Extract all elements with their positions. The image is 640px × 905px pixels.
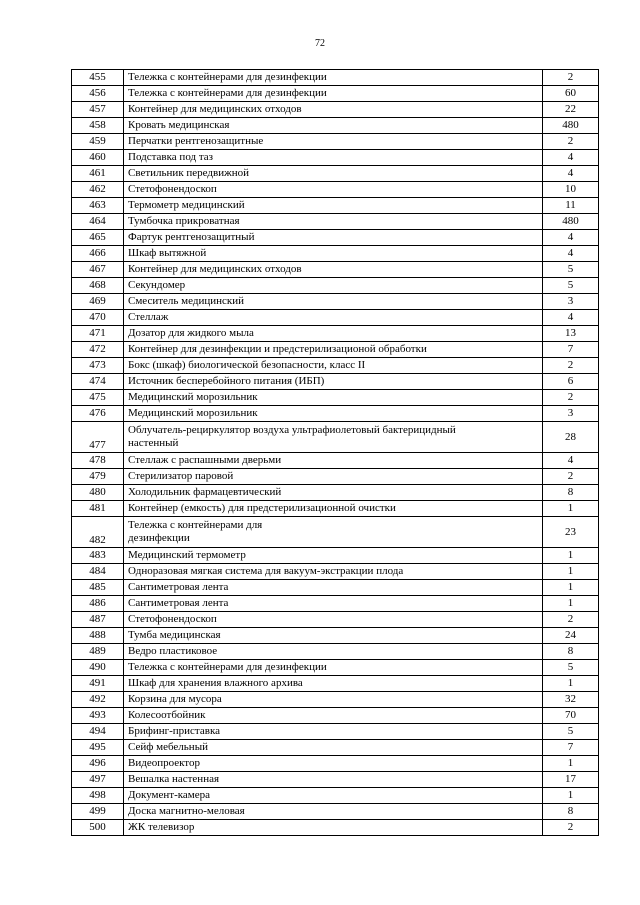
item-name-cell: Бокс (шкаф) биологической безопасности, класс II — [124, 358, 543, 374]
quantity-cell: 6 — [543, 374, 599, 390]
item-name-cell: Видеопроектор — [124, 756, 543, 772]
table-row — [72, 548, 599, 564]
row-number-cell: 485 — [72, 580, 124, 596]
item-name-cell: Стеллаж с распашными дверьми — [124, 453, 543, 469]
row-number-cell: 500 — [72, 820, 124, 836]
table-row — [72, 804, 599, 820]
table-row — [72, 644, 599, 660]
row-number-cell: 460 — [72, 150, 124, 166]
table-row — [72, 708, 599, 724]
table-row — [72, 70, 599, 86]
quantity-cell: 2 — [543, 134, 599, 150]
item-name-cell: Вешалка настенная — [124, 772, 543, 788]
table-row — [72, 469, 599, 485]
quantity-cell: 10 — [543, 182, 599, 198]
item-name-cell: Шкаф вытяжной — [124, 246, 543, 262]
quantity-cell: 1 — [543, 501, 599, 517]
item-name-cell: Перчатки рентгенозащитные — [124, 134, 543, 150]
item-name-cell: Сантиметровая лента — [124, 596, 543, 612]
quantity-cell: 1 — [543, 756, 599, 772]
row-number-cell: 462 — [72, 182, 124, 198]
table-row — [72, 596, 599, 612]
table-row — [72, 326, 599, 342]
row-number-cell: 490 — [72, 660, 124, 676]
table-row — [72, 150, 599, 166]
item-name-cell: Шкаф для хранения влажного архива — [124, 676, 543, 692]
row-number-cell: 471 — [72, 326, 124, 342]
equipment-table — [71, 69, 599, 836]
item-name-cell: Фартук рентгенозащитный — [124, 230, 543, 246]
row-number-cell: 487 — [72, 612, 124, 628]
quantity-cell: 4 — [543, 166, 599, 182]
quantity-cell: 480 — [543, 118, 599, 134]
table-row — [72, 485, 599, 501]
row-number-cell: 489 — [72, 644, 124, 660]
page-number: 72 — [315, 38, 325, 49]
row-number-cell: 481 — [72, 501, 124, 517]
quantity-cell: 5 — [543, 262, 599, 278]
row-number-cell: 463 — [72, 198, 124, 214]
quantity-cell: 8 — [543, 804, 599, 820]
quantity-cell: 5 — [543, 724, 599, 740]
item-name-cell: Медицинский морозильник — [124, 390, 543, 406]
table-row — [72, 740, 599, 756]
row-number-cell: 456 — [72, 86, 124, 102]
row-number-cell: 465 — [72, 230, 124, 246]
item-name-cell: Медицинский морозильник — [124, 406, 543, 422]
item-name-cell: Тележка с контейнерами для дезинфекции — [124, 86, 543, 102]
row-number-cell: 498 — [72, 788, 124, 804]
table-row — [72, 756, 599, 772]
row-number-cell: 496 — [72, 756, 124, 772]
quantity-cell: 2 — [543, 70, 599, 86]
item-name-cell: Смеситель медицинский — [124, 294, 543, 310]
quantity-cell: 4 — [543, 230, 599, 246]
item-name-cell: Кровать медицинская — [124, 118, 543, 134]
quantity-cell: 1 — [543, 788, 599, 804]
row-number-cell: 458 — [72, 118, 124, 134]
row-number-cell: 480 — [72, 485, 124, 501]
table-row — [72, 102, 599, 118]
table-row — [72, 342, 599, 358]
quantity-cell: 1 — [543, 676, 599, 692]
item-name-cell: Документ-камера — [124, 788, 543, 804]
quantity-cell: 5 — [543, 660, 599, 676]
quantity-cell: 2 — [543, 469, 599, 485]
row-number-cell: 468 — [72, 278, 124, 294]
table-row — [72, 724, 599, 740]
quantity-cell: 2 — [543, 390, 599, 406]
row-number-cell: 459 — [72, 134, 124, 150]
quantity-cell: 5 — [543, 278, 599, 294]
table-row — [72, 118, 599, 134]
row-number-cell: 479 — [72, 469, 124, 485]
quantity-cell: 24 — [543, 628, 599, 644]
quantity-cell: 13 — [543, 326, 599, 342]
item-name-cell: Одноразовая мягкая система для вакуум-экстракции плода — [124, 564, 543, 580]
quantity-cell: 28 — [543, 422, 599, 453]
row-number-cell: 455 — [72, 70, 124, 86]
table-row — [72, 230, 599, 246]
quantity-cell: 2 — [543, 358, 599, 374]
item-name-cell: Тележка с контейнерами для дезинфекции — [124, 517, 543, 548]
row-number-cell: 484 — [72, 564, 124, 580]
item-name-cell: Брифинг-приставка — [124, 724, 543, 740]
item-name-cell: Ведро пластиковое — [124, 644, 543, 660]
row-number-cell: 488 — [72, 628, 124, 644]
row-number-cell: 494 — [72, 724, 124, 740]
quantity-cell: 1 — [543, 564, 599, 580]
quantity-cell: 2 — [543, 612, 599, 628]
table-row — [72, 406, 599, 422]
item-name-cell: Стерилизатор паровой — [124, 469, 543, 485]
item-name-cell: Стеллаж — [124, 310, 543, 326]
quantity-cell: 4 — [543, 246, 599, 262]
quantity-cell: 23 — [543, 517, 599, 548]
quantity-cell: 3 — [543, 406, 599, 422]
row-number-cell: 497 — [72, 772, 124, 788]
quantity-cell: 1 — [543, 580, 599, 596]
item-name-cell: Тележка с контейнерами для дезинфекции — [124, 660, 543, 676]
quantity-cell: 8 — [543, 485, 599, 501]
item-name-cell: Сантиметровая лента — [124, 580, 543, 596]
quantity-cell: 480 — [543, 214, 599, 230]
item-name-cell: Доска магнитно-меловая — [124, 804, 543, 820]
item-name-cell: ЖК телевизор — [124, 820, 543, 836]
item-name-cell: Тележка с контейнерами для дезинфекции — [124, 70, 543, 86]
table-row — [72, 390, 599, 406]
table-row — [72, 501, 599, 517]
quantity-cell: 22 — [543, 102, 599, 118]
item-name-cell: Тумбочка прикроватная — [124, 214, 543, 230]
quantity-cell: 1 — [543, 548, 599, 564]
item-name-cell: Контейнер (емкость) для предстерилизационной очистки — [124, 501, 543, 517]
table-row — [72, 246, 599, 262]
row-number-cell: 473 — [72, 358, 124, 374]
table-row — [72, 772, 599, 788]
table-row — [72, 278, 599, 294]
row-number-cell: 486 — [72, 596, 124, 612]
row-number-cell: 457 — [72, 102, 124, 118]
row-number-cell: 466 — [72, 246, 124, 262]
item-name-cell: Медицинский термометр — [124, 548, 543, 564]
table-row — [72, 692, 599, 708]
item-name-cell: Контейнер для медицинских отходов — [124, 102, 543, 118]
table-row — [72, 628, 599, 644]
row-number-cell: 469 — [72, 294, 124, 310]
table-row — [72, 788, 599, 804]
table-row — [72, 134, 599, 150]
quantity-cell: 7 — [543, 740, 599, 756]
row-number-cell: 470 — [72, 310, 124, 326]
item-name-cell: Тумба медицинская — [124, 628, 543, 644]
row-number-cell: 467 — [72, 262, 124, 278]
quantity-cell: 3 — [543, 294, 599, 310]
item-name-cell: Холодильник фармацевтический — [124, 485, 543, 501]
row-number-cell: 491 — [72, 676, 124, 692]
row-number-cell: 475 — [72, 390, 124, 406]
table-row — [72, 580, 599, 596]
quantity-cell: 4 — [543, 310, 599, 326]
table-row — [72, 294, 599, 310]
table-row — [72, 820, 599, 836]
item-name-cell: Контейнер для дезинфекции и предстерилизационой обработки — [124, 342, 543, 358]
table-row — [72, 453, 599, 469]
item-name-cell: Дозатор для жидкого мыла — [124, 326, 543, 342]
quantity-cell: 32 — [543, 692, 599, 708]
item-name-cell: Контейнер для медицинских отходов — [124, 262, 543, 278]
quantity-cell: 70 — [543, 708, 599, 724]
table-row — [72, 676, 599, 692]
table-row — [72, 182, 599, 198]
quantity-cell: 8 — [543, 644, 599, 660]
row-number-cell: 477 — [72, 422, 124, 453]
row-number-cell: 499 — [72, 804, 124, 820]
table-row — [72, 214, 599, 230]
quantity-cell: 2 — [543, 820, 599, 836]
item-name-cell: Секундомер — [124, 278, 543, 294]
table-row — [72, 166, 599, 182]
row-number-cell: 464 — [72, 214, 124, 230]
table-row — [72, 262, 599, 278]
row-number-cell: 472 — [72, 342, 124, 358]
item-name-cell: Корзина для мусора — [124, 692, 543, 708]
row-number-cell: 478 — [72, 453, 124, 469]
item-name-cell: Сейф мебельный — [124, 740, 543, 756]
quantity-cell: 17 — [543, 772, 599, 788]
table-row — [72, 374, 599, 390]
table-row — [72, 564, 599, 580]
row-number-cell: 474 — [72, 374, 124, 390]
item-name-cell: Колесоотбойник — [124, 708, 543, 724]
table-row — [72, 660, 599, 676]
item-name-cell: Облучатель-рециркулятор воздуха ультрафиолетовый бактерицидный настенный — [124, 422, 543, 453]
row-number-cell: 495 — [72, 740, 124, 756]
row-number-cell: 492 — [72, 692, 124, 708]
quantity-cell: 11 — [543, 198, 599, 214]
equipment-table-body — [72, 70, 599, 836]
table-row — [72, 422, 599, 453]
quantity-cell: 1 — [543, 596, 599, 612]
row-number-cell: 476 — [72, 406, 124, 422]
table-row — [72, 310, 599, 326]
table-row — [72, 612, 599, 628]
item-name-cell: Стетофонендоскоп — [124, 182, 543, 198]
quantity-cell: 60 — [543, 86, 599, 102]
quantity-cell: 4 — [543, 453, 599, 469]
item-name-cell: Подставка под таз — [124, 150, 543, 166]
row-number-cell: 493 — [72, 708, 124, 724]
quantity-cell: 7 — [543, 342, 599, 358]
row-number-cell: 461 — [72, 166, 124, 182]
row-number-cell: 482 — [72, 517, 124, 548]
item-name-cell: Термометр медицинский — [124, 198, 543, 214]
quantity-cell: 4 — [543, 150, 599, 166]
item-name-cell: Источник бесперебойного питания (ИБП) — [124, 374, 543, 390]
table-row — [72, 198, 599, 214]
item-name-cell: Светильник передвижной — [124, 166, 543, 182]
table-row — [72, 86, 599, 102]
table-row — [72, 358, 599, 374]
row-number-cell: 483 — [72, 548, 124, 564]
table-row — [72, 517, 599, 548]
item-name-cell: Стетофонендоскоп — [124, 612, 543, 628]
